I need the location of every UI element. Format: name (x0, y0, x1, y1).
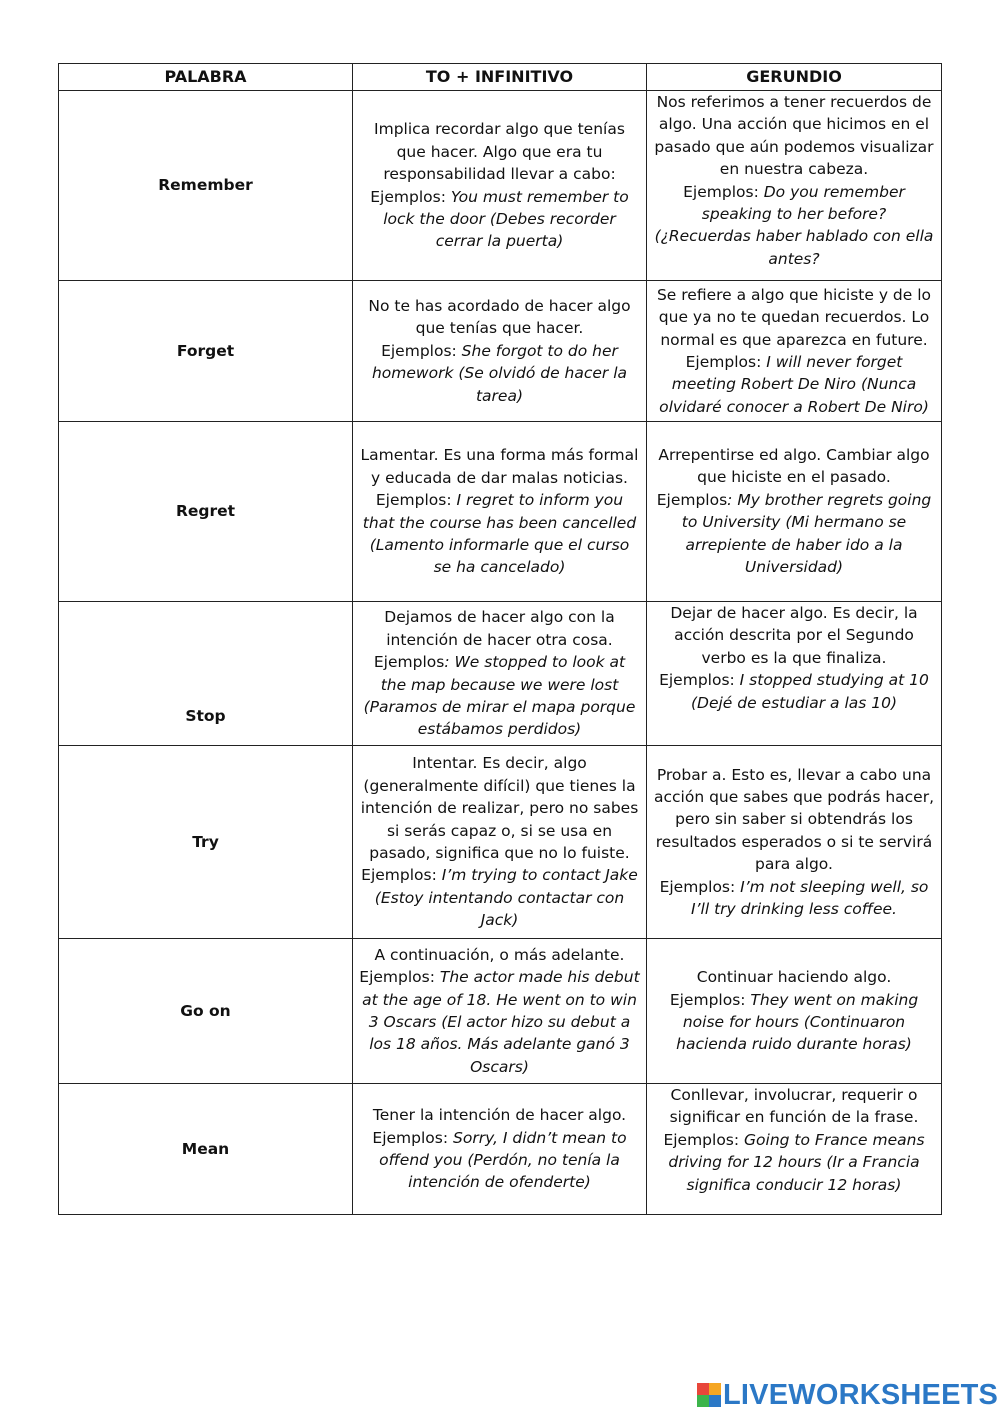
infinitive-example: The actor made his debut at the age of 18. He went on to win 3 Oscars (El actor hizo su debut a los 18 años. Más adelante ganó 3 Oscars) (362, 968, 640, 1076)
infinitive-example: I regret to inform you that the course has been cancelled (Lamento informarle que el curso se ha cancelado) (362, 491, 637, 577)
example-label: Ejemplos: (669, 990, 751, 1009)
infinitive-description: No te has acordado de hacer algo que tenías que hacer. (368, 296, 631, 338)
word-cell: Mean (59, 1084, 353, 1215)
infinitive-example: You must remember to lock the door (Debes recorder cerrar la puerta) (383, 187, 629, 251)
word-cell: Stop (59, 602, 353, 746)
gerund-cell (647, 91, 942, 281)
word-cell: Go on (59, 939, 353, 1084)
table-row (59, 602, 942, 746)
gerund-cell (647, 422, 942, 602)
infinitive-cell (353, 422, 647, 602)
grammar-table (58, 63, 942, 1215)
example-label: Ejemplos (656, 490, 728, 509)
liveworksheets-logo-icon (697, 1383, 721, 1407)
infinitive-cell (353, 281, 647, 422)
example-label: Ejemplos: (361, 866, 442, 885)
gerund-description: Nos referimos a tener recuerdos de algo. Una acción que hicimos en el pasado que aún podemos visualizar en nuestra cabeza. (654, 93, 934, 179)
gerund-example: : My brother regrets going to University (Mi hermano se arrepiente de haber ido a la Universidad) (681, 490, 932, 577)
example-label: Ejemplos: (370, 187, 451, 206)
infinitive-cell (353, 602, 647, 746)
example-label: Ejemplos: (375, 491, 457, 510)
gerund-description: Se refiere a algo que hiciste y de lo que ya no te quedan recuerdos. Lo normal es que aparezca en future. (656, 285, 932, 349)
gerund-example: Going to France means driving for 12 hours (Ir a Francia significa conducir 12 horas) (668, 1130, 925, 1194)
liveworksheets-logo-text: LIVEWORKSHEETS (723, 1378, 999, 1411)
example-label: Ejemplos: (659, 877, 741, 896)
table-row (59, 939, 942, 1084)
header-infinitive: TO + INFINITIVO (353, 64, 647, 91)
example-label: Ejemplos: (663, 1130, 745, 1149)
gerund-example: They went on making noise for hours (Continuaron hacienda ruido durante horas) (676, 990, 919, 1054)
gerund-description: Probar a. Esto es, llevar a cabo una acción que sabes que podrás hacer, pero sin saber si obtendrás los resultados esperados o si te servirá para algo. (654, 765, 934, 874)
infinitive-cell (353, 1084, 647, 1215)
liveworksheets-logo[interactable] (697, 1378, 998, 1412)
example-label: Ejemplos: (659, 671, 740, 690)
table-row (59, 746, 942, 939)
infinitive-cell (353, 939, 647, 1084)
gerund-example: I’m not sleeping well, so I’ll try drinking less coffee. (691, 877, 929, 919)
infinitive-description: Dejamos de hacer algo con la intención de hacer otra cosa. (384, 608, 615, 649)
word-cell: Regret (59, 422, 353, 602)
table-row (59, 1084, 942, 1215)
infinitive-description: Lamentar. Es una forma más formal y educada de dar malas noticias. (360, 446, 639, 487)
gerund-description: Dejar de hacer algo. Es decir, la acción descrita por el Segundo verbo es la que finaliza. (670, 604, 918, 667)
infinitive-description: A continuación, o más adelante. (374, 945, 625, 964)
gerund-cell (647, 746, 942, 939)
example-label: Ejemplos (373, 653, 445, 672)
infinitive-description: Tener la intención de hacer algo. (372, 1106, 627, 1125)
table-row (59, 281, 942, 422)
infinitive-description: Implica recordar algo que tenías que hacer. Algo que era tu responsabilidad llevar a cabo: (374, 120, 625, 184)
gerund-cell (647, 939, 942, 1084)
example-label: Ejemplos: (359, 968, 440, 987)
gerund-description: Conllevar, involucrar, requerir o significar en función de la frase. (669, 1086, 919, 1127)
infinitive-example: Sorry, I didn’t mean to offend you (Perdón, no tenía la intención de ofenderte) (379, 1128, 627, 1192)
infinitive-example: I’m trying to contact Jake (Estoy intentando contactar con Jack) (374, 866, 638, 930)
infinitive-cell (353, 746, 647, 939)
word-cell: Remember (59, 91, 353, 281)
header-row (59, 64, 942, 91)
example-label: Ejemplos: (381, 341, 462, 360)
table-row (59, 91, 942, 281)
infinitive-description: Intentar. Es decir, algo (generalmente difícil) que tienes la intención de realizar, pero no sabes si serás capaz o, si se usa en pasado, significa que no lo fuiste. (360, 754, 639, 862)
infinitive-example: She forgot to do her homework (Se olvidó de hacer la tarea) (371, 341, 628, 405)
gerund-example: I will never forget meeting Robert De Niro (Nunca olvidaré conocer a Robert De Niro) (659, 353, 929, 416)
gerund-example: I stopped studying at 10 (Dejé de estudiar a las 10) (690, 671, 929, 712)
gerund-cell (647, 1084, 942, 1215)
gerund-example: Do you remember speaking to her before? (¿Recuerdas haber hablado con ella antes? (654, 182, 934, 268)
infinitive-cell (353, 91, 647, 281)
infinitive-example: : We stopped to look at the map because we were lost (Paramos de mirar el mapa porque estábamos perdidos) (363, 653, 636, 739)
example-label: Ejemplos: (372, 1128, 453, 1147)
gerund-cell (647, 602, 942, 746)
gerund-description: Arrepentirse ed algo. Cambiar algo que hiciste en el pasado. (658, 446, 930, 487)
gerund-description: Continuar haciendo algo. (696, 968, 892, 987)
example-label: Ejemplos: (683, 182, 764, 201)
header-gerund: GERUNDIO (647, 64, 942, 91)
word-cell: Try (59, 746, 353, 939)
table-row (59, 422, 942, 602)
gerund-cell (647, 281, 942, 422)
example-label: Ejemplos: (685, 353, 767, 371)
word-cell: Forget (59, 281, 353, 422)
header-word: PALABRA (59, 64, 353, 91)
